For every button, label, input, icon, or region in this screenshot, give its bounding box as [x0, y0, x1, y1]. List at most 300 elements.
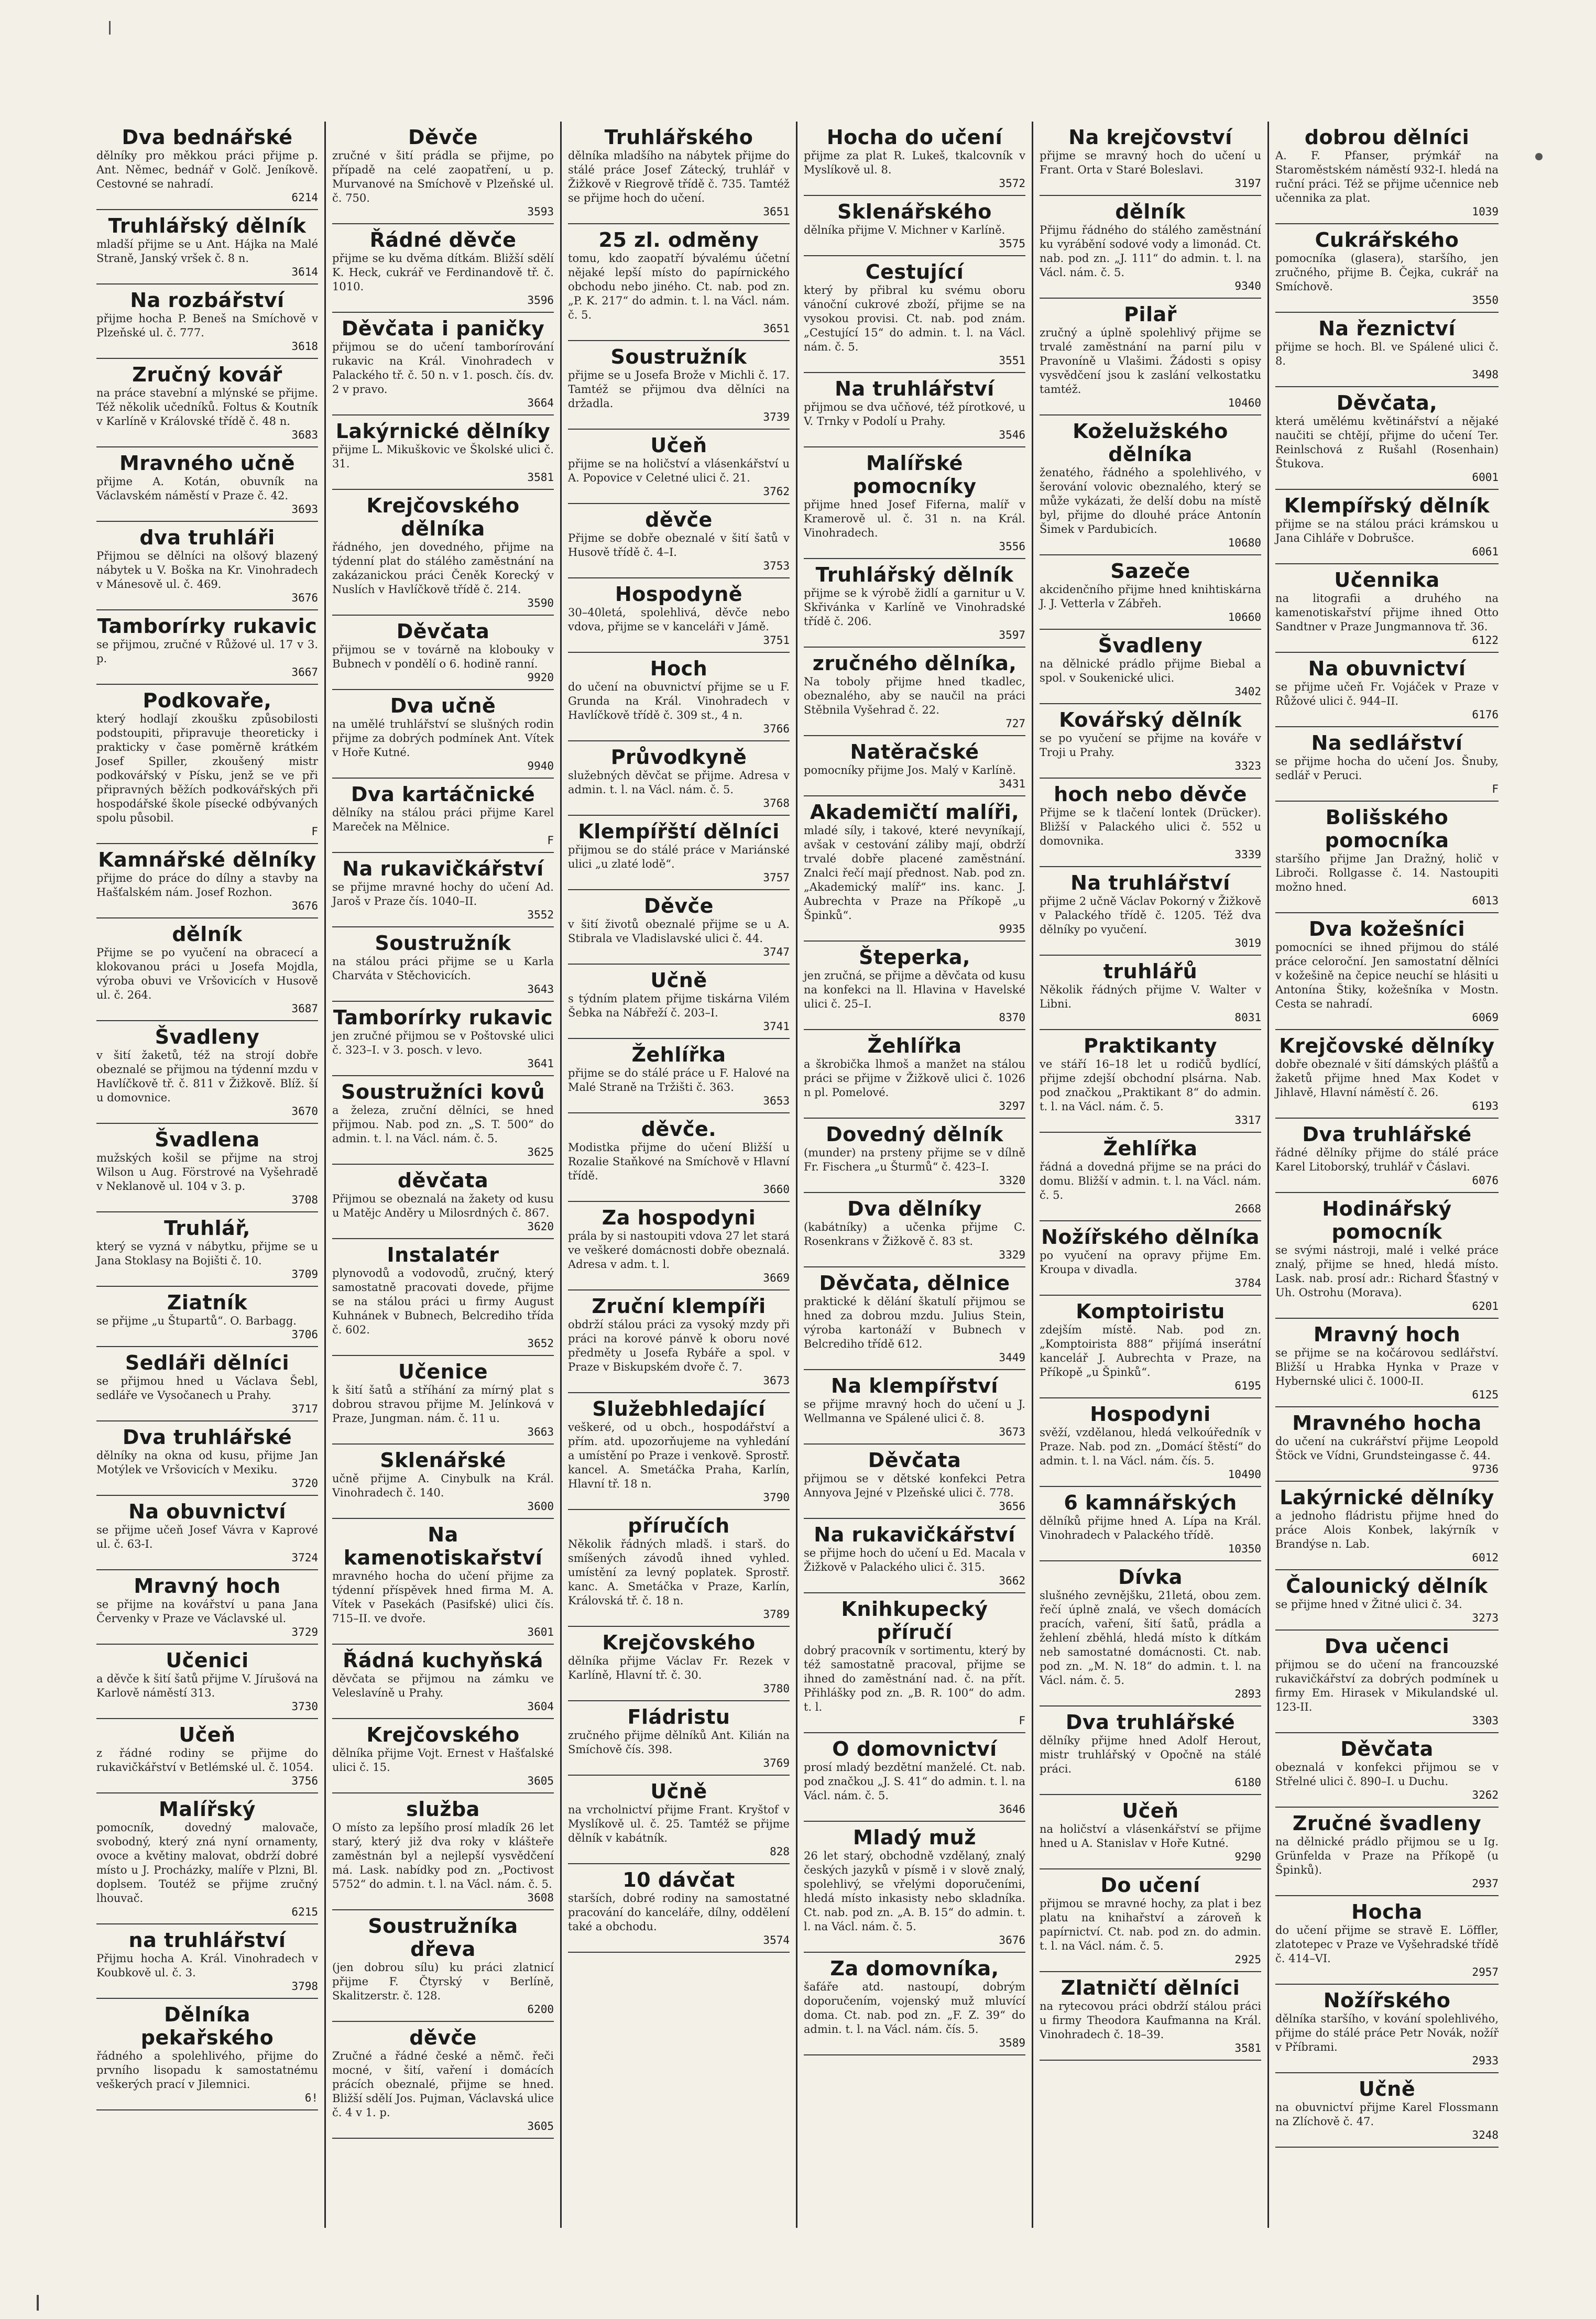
ad-text: se po vyučení se přijme na kováře v Troji u Prahy.	[1040, 732, 1261, 759]
ad-title: Zručný kovář	[132, 363, 282, 386]
classified-ad	[1275, 1808, 1499, 1896]
ad-number: 2925	[1234, 1953, 1261, 1966]
ad-title: Koželužského dělníka	[1073, 420, 1228, 466]
ad-number: 3676	[291, 592, 318, 604]
classified-ad	[332, 415, 554, 490]
classified-ad	[332, 122, 554, 224]
ad-text: Přijme se dobře obeznalé v šití šatů v Husově třídě č. 4–I.	[568, 532, 790, 559]
ad-title: Pilař	[1124, 303, 1177, 326]
classified-ad	[332, 1076, 554, 1165]
ad-title: Hodinářský pomocník	[1322, 1197, 1452, 1243]
classified-ad	[568, 741, 790, 816]
ad-text: po vyučení na opravy přijme Em. Kroupa v divadla.	[1040, 1249, 1261, 1276]
classified-ad	[568, 1701, 790, 1776]
ad-number: 6180	[1234, 1776, 1261, 1789]
classified-ad	[332, 616, 554, 690]
ad-number: 828	[770, 1845, 790, 1858]
classified-ad	[332, 224, 554, 313]
classified-ad	[332, 853, 554, 927]
ad-number: 3670	[291, 1105, 318, 1118]
ad-number: 3662	[999, 1574, 1025, 1587]
classified-ad	[568, 653, 790, 741]
classified-ad	[568, 1393, 790, 1510]
classified-ad	[332, 2022, 554, 2139]
ad-title: Krejčovské dělníky	[1279, 1034, 1495, 1057]
classified-ad	[568, 1864, 790, 1953]
ad-number: 3683	[291, 429, 318, 441]
ad-title: Na krejčovství	[1068, 126, 1232, 149]
column-1	[90, 122, 326, 2228]
ad-text: v šití žaketů, též na strojí dobře obeznalé se přijmou na týdenní mzdu v Havlíčkově tř. č. 811 v Žižkově. Blíž. ší u domovnice.	[96, 1049, 318, 1104]
ad-number: 3197	[1234, 177, 1261, 190]
classified-ad	[1040, 1972, 1261, 2061]
ad-title: dobrou dělníci	[1304, 126, 1470, 149]
classified-ad	[804, 1733, 1025, 1822]
ad-title: Za hospodyni	[602, 1206, 756, 1229]
classified-ad	[96, 1347, 318, 1421]
classified-ad	[804, 1193, 1025, 1267]
ad-number: 3605	[527, 1775, 554, 1787]
ad-number: 6201	[1472, 1300, 1499, 1312]
ad-text: řádné dělníky přijme do stálé práce Karel Litoborský, truhlář v Čáslavi.	[1275, 1146, 1499, 1173]
classified-ad	[804, 736, 1025, 796]
ad-title: Sazeče	[1110, 560, 1190, 583]
ad-number: 3651	[763, 205, 790, 218]
ad-number: 9340	[1234, 280, 1261, 292]
classified-ad	[96, 1924, 318, 1999]
classified-ad	[804, 1953, 1025, 2055]
ad-text: děvčata se přijmou na zámku ve Veleslavíně u Prahy.	[332, 1672, 554, 1699]
ad-text: O místo za lepšího prosí mladík 26 let starý, který již dva roky v klášteře zaměstnán byl a nejlepší vysvědčení má. Lask. nabídky pod zn. „Poctivost 5752“ do admin. t. l. na Václ. nám. č. 5.	[332, 1821, 554, 1890]
ad-number: 10460	[1228, 397, 1261, 409]
classified-ad	[804, 373, 1025, 447]
classified-ad	[1040, 956, 1261, 1030]
ad-title: Žehlířka	[631, 1043, 726, 1066]
ad-text: přijmou se do učení na francouzské rukavičkářství za dobrých podmínek u firmy Em. Hirasek v Mikulandské ul. 123-II.	[1275, 1658, 1499, 1713]
ad-title: Tamborírky rukavic	[97, 615, 318, 638]
ad-number: 3646	[999, 1803, 1025, 1815]
ad-text: zručné v šití prádla se přijme, po případě na celé zaopatření, u p. Murvanové na Smíchově v Plzeňské ul. č. 750.	[332, 149, 554, 204]
ad-title: truhlářů	[1103, 960, 1198, 983]
ad-number: 3676	[291, 900, 318, 912]
ad-number: 3660	[763, 1183, 790, 1196]
ad-title: Dva truhlářské	[122, 1426, 292, 1449]
ad-number: 2937	[1472, 1877, 1499, 1890]
ad-text: který hodlají zkoušku způsobilosti podstoupiti, připravuje theoreticky i prakticky v čase poměrně krátkém Josef Spiller, zkoušený mistr podkovářský v Písku, jenž se ve při připravných běžích podkovářských při hospodářské škole písecké odbývaných spolu působil.	[96, 713, 318, 824]
ad-text: na vrcholnictví přijme Frant. Kryštof v Myslíkově ul. č. 25. Tamtéž se přijme dělník v kabátník.	[568, 1803, 790, 1844]
ad-title: Sedláři dělníci	[125, 1351, 290, 1374]
ad-text: přijmou se dva učňové, též pírotkové, u V. Trnky v Podolí u Prahy.	[804, 401, 1025, 428]
ad-title: děvče	[409, 2026, 477, 2049]
ad-number: 6122	[1472, 634, 1499, 647]
ad-number: 3320	[999, 1174, 1025, 1187]
classified-ad	[1040, 1398, 1261, 1487]
classified-ad	[1275, 122, 1499, 224]
classified-ad	[96, 918, 318, 1021]
column-6	[1269, 122, 1505, 2228]
ad-number: 3762	[763, 485, 790, 498]
classified-ad	[804, 1445, 1025, 1519]
ad-title: Učně	[1358, 2077, 1416, 2101]
ad-title: Učně	[650, 969, 707, 992]
ad-title: Hocha do učení	[826, 126, 1003, 149]
ad-text: do učení na cukrářství přijme Leopold Štöck ve Vídni, Grundsteingasse č. 44.	[1275, 1435, 1499, 1462]
ad-number: 6200	[527, 2003, 554, 2016]
ad-number: 3652	[527, 1337, 554, 1350]
ad-text: na umělé truhlářství se slušných rodin přijme za dobrých podmínek Ant. Vítek v Hoře Kutné.	[332, 718, 554, 759]
ad-number: 3676	[999, 1934, 1025, 1946]
ad-number: 3798	[291, 1980, 318, 1993]
classified-ad	[1040, 415, 1261, 555]
ad-number: 9290	[1234, 1851, 1261, 1863]
ad-text: prála by si nastoupiti vdova 27 let stará ve veškeré domácnosti dobře obeznalá. Adresa v adm. t. l.	[568, 1230, 790, 1271]
ad-text: a jednoho fládristu přijme hned do práce Alois Konbek, lakýrník v Brandýse n. Lab.	[1275, 1509, 1499, 1550]
column-5	[1033, 122, 1269, 2228]
classified-ad	[1040, 867, 1261, 956]
classified-ad	[332, 1356, 554, 1445]
classified-ad	[96, 447, 318, 522]
ad-number: 6076	[1472, 1174, 1499, 1187]
ad-text: (kabátníky) a učenka přijme C. Rosenkrans v Žižkově č. 83 st.	[804, 1221, 1025, 1248]
ad-number: 3724	[291, 1551, 318, 1564]
ad-title: Na rukavičkářství	[342, 857, 544, 880]
classified-ad	[568, 122, 790, 224]
ad-number: 3751	[763, 634, 790, 647]
ad-number: 3593	[527, 205, 554, 218]
ad-number: 3673	[763, 1374, 790, 1387]
ad-text: se svými nástroji, malé i velké práce znalý, přijme se hned, hledá místo. Lask. nab. prosí adr.: Richard Šťastný v Uh. Ostrohu (Morava).	[1275, 1244, 1499, 1299]
classified-ad	[332, 1239, 554, 1356]
ad-title: dělník	[1115, 200, 1186, 223]
ad-text: přijmou se v továrně na klobouky v Bubnech v pondělí o 6. hodině ranní.	[332, 643, 554, 670]
ad-text: dělníky pro měkkou práci přijme p. Ant. Němec, bednář v Golč. Jeníkově. Cestovné se nahradí.	[96, 149, 318, 190]
ad-text: slušného zevnějšku, 21letá, obou zem. řečí úplně znalá, ve všech domácích pracích, vaření, šití šatů, prádla a žehlení zběhlá, hledá místo k dítkám neb samostatné domácnosti. Ct. nab. pod zn. „M. N. 18“ do admin. t. l. na Václ. nám. č. 5.	[1040, 1589, 1261, 1687]
ad-title: Řádné děvče	[369, 228, 517, 251]
ad-title: Zruční klempíři	[592, 1295, 766, 1318]
ad-number: 3663	[527, 1426, 554, 1438]
ad-number: 3643	[527, 983, 554, 996]
classified-ad	[96, 1496, 318, 1570]
ad-text: na dělnické prádlo přijme Biebal a spol. v Soukenické ulici.	[1040, 658, 1261, 684]
ad-text: 30–40letá, spolehlivá, děvče nebo vdova, přijme se v kanceláři v Jámě.	[568, 606, 790, 633]
ad-title: Dovedný dělník	[826, 1123, 1003, 1146]
ad-title: 25 zl. odměny	[598, 228, 759, 251]
ad-title: Děvčata	[1340, 1737, 1434, 1760]
ad-title: Učeň	[179, 1723, 236, 1746]
ad-title: Za domovníka,	[830, 1957, 999, 1980]
ad-number: 3757	[763, 871, 790, 884]
ad-title: Služebhledající	[592, 1397, 766, 1420]
ad-number: 3709	[291, 1268, 318, 1281]
classified-ad	[1040, 779, 1261, 867]
ad-title: Akademičtí malíři,	[810, 801, 1020, 824]
ad-title: Na obuvnictví	[128, 1500, 286, 1523]
ad-text: řádná a dovedná přijme se na práci do domu. Bližší v admin. t. l. na Václ. nám. č. 5.	[1040, 1161, 1261, 1201]
ad-text: a děvče k šití šatů přijme V. Jírušová na Karlově náměstí 313.	[96, 1672, 318, 1699]
classified-ad	[96, 1793, 318, 1924]
ad-text: Přijmu hocha A. Král. Vinohradech v Koubkově ul. č. 3.	[96, 1952, 318, 1979]
classified-ad	[96, 844, 318, 918]
classified-ad	[96, 1570, 318, 1645]
ad-text: na obuvnictví přijme Karel Flossmann na Zlíchově č. 47.	[1275, 2101, 1499, 2128]
ad-text: přijme se mravný hoch do učení u Frant. Orta v Staré Boleslavi.	[1040, 149, 1261, 176]
ad-number: 3739	[763, 411, 790, 423]
column-3	[562, 122, 797, 2228]
classified-ad	[1040, 1296, 1261, 1398]
classified-ad	[1275, 913, 1499, 1030]
classified-ad	[568, 1113, 790, 1202]
ad-number: 3620	[527, 1220, 554, 1233]
ad-title: Cukrářského	[1315, 228, 1459, 251]
ad-number: 3323	[1234, 760, 1261, 772]
ad-title: Švadleny	[1098, 634, 1203, 657]
ad-title: Lakýrnické dělníky	[1280, 1486, 1494, 1509]
ad-number: 9736	[1472, 1463, 1499, 1475]
ad-title: Hocha	[1351, 1900, 1423, 1923]
ad-text: ženatého, řádného a spolehlivého, v šerování volovic obeznalého, který se může vykázati, že delší dobu na místě byl, přijme do dlouhé práce Antonín Šimek v Pardubicích.	[1040, 466, 1261, 535]
classified-ad	[568, 1039, 790, 1113]
classified-ad	[96, 1421, 318, 1496]
ad-title: dva truhláři	[139, 526, 275, 549]
ad-number: 3581	[1234, 2042, 1261, 2054]
ad-number: 3556	[999, 540, 1025, 553]
ad-number: 3720	[291, 1477, 318, 1490]
classified-ad	[1275, 313, 1499, 387]
ad-number: 3618	[291, 340, 318, 353]
ad-text: se přijme mravný hoch do učení u J. Wellmanna ve Spálené ulici č. 8.	[804, 1398, 1025, 1425]
ad-text: Několik řádných mladš. i starš. do smíšených závodů ihned vyhled. umístění za levný poplatek. Sprostř. kanc. A. Smetáčka v Praze, Karlín, Královská tř. č. 18 n.	[568, 1538, 790, 1607]
ad-title: děvčata	[397, 1169, 489, 1192]
ad-title: Na kamenotiskařství	[343, 1523, 543, 1569]
classified-ad	[804, 1822, 1025, 1953]
ad-text: přijme 2 učně Václav Pokorný v Žižkově v Palackého třídě č. 1205. Též dva dělníky po vyučení.	[1040, 895, 1261, 936]
ad-text: přijme se na holičství a vlásenkářství u A. Popovice v Celetné ulici č. 21.	[568, 457, 790, 484]
ad-number: 3551	[999, 354, 1025, 367]
ad-number: 3687	[291, 1002, 318, 1015]
ad-number: 3597	[999, 629, 1025, 641]
classified-ad	[568, 341, 790, 430]
ad-number: 3297	[999, 1100, 1025, 1112]
classified-ad	[804, 559, 1025, 648]
ad-number: 1039	[1472, 205, 1499, 218]
classified-ad	[1040, 122, 1261, 196]
ad-text: dělníka přijme Václav Fr. Rezek v Karlíně, Hlavní tř. č. 30.	[568, 1655, 790, 1681]
ad-text: se přijme učeň Josef Vávra v Kaprové ul. č. 63-I.	[96, 1524, 318, 1550]
ad-number: 3574	[763, 1934, 790, 1946]
ad-number: F	[1492, 783, 1499, 795]
ad-title: Hoch	[650, 657, 708, 680]
ad-title: Instalatér	[387, 1243, 499, 1266]
classified-ad	[96, 1645, 318, 1719]
ad-title: Komptoiristu	[1076, 1300, 1225, 1323]
classified-ad	[568, 1510, 790, 1627]
ad-number: 3601	[527, 1626, 554, 1638]
classified-ad	[332, 1793, 554, 1910]
ad-text: přijmou se do učení tamborírování rukavic na Král. Vinohradech v Palackého tř. č. 50 n. v 1. posch. čís. dv. 2 v pravo.	[332, 341, 554, 396]
classified-ad	[332, 1519, 554, 1645]
ad-title: Na rukavičkářství	[814, 1523, 1015, 1546]
ad-title: Na obuvnictví	[1308, 657, 1466, 680]
ad-title: Švadleny	[155, 1025, 260, 1048]
classified-ad	[1275, 224, 1499, 313]
ad-title: Dva učenci	[1324, 1635, 1450, 1658]
ad-text: dělníka přijme V. Michner v Karlíně.	[804, 224, 1005, 236]
classified-ad	[1040, 1221, 1261, 1296]
classified-ad	[1275, 653, 1499, 727]
ad-title: Dívka	[1118, 1566, 1183, 1589]
ad-title: Krejčovského	[602, 1631, 756, 1654]
ad-title: Dělníka pekařského	[140, 2003, 274, 2049]
classified-ad	[96, 1124, 318, 1212]
ad-text: Přijmu řádného do stálého zaměstnání ku vyrábění sodové vody a limonád. Ct. nab. pod zn. „J. 111“ do admin. t. l. na Václ. nám. č. 5.	[1040, 224, 1261, 279]
ad-number: 6215	[291, 1906, 318, 1918]
ad-title: Žehlířka	[867, 1034, 962, 1057]
ad-number: 6061	[1472, 545, 1499, 558]
ad-number: 727	[1005, 717, 1025, 730]
ad-number: 6125	[1472, 1388, 1499, 1401]
ad-text: tomu, kdo zaopatří bývalému účetní nějaké lepší místo do papírnického obchodu nebo jiného. Ct. nab. pod zn. „P. K. 217“ do admin. t. l. na Václ. nám. č. 5.	[568, 252, 790, 321]
ad-title: Průvodkyně	[610, 746, 747, 769]
ad-number: 3431	[999, 778, 1025, 790]
ad-title: Dva kartáčnické	[351, 783, 535, 806]
ad-title: Dva bednářské	[122, 126, 293, 149]
classified-ad	[804, 648, 1025, 736]
ad-title: Nožířského	[1323, 1989, 1451, 2012]
ad-title: Na truhlářství	[1070, 871, 1230, 894]
ad-number: 3789	[763, 1608, 790, 1621]
ad-number: 3664	[527, 397, 554, 409]
ad-text: veškeré, od u obch., hospodářství a přím. atd. upozorňujeme na vyhledání a umístění po Praze i venkově. Sprostř. kancel. A. Smetáčka Praha, Karlín, Hlavní tř. 18 n.	[568, 1421, 790, 1490]
classified-ad	[1275, 1319, 1499, 1407]
ad-text: se přijme mravné hochy do učení Ad. Jaroš v Praze čís. 1040–II.	[332, 881, 554, 907]
ad-text: Zručné a řádné české a němč. řeči mocné, v šití, vaření i domácích prácích obeznalé, přijme se hned. Bližší sdělí Jos. Pujman, Václavská ulice č. 4 v 1. p.	[332, 2050, 554, 2119]
ad-number: 3653	[763, 1095, 790, 1107]
classified-ad	[568, 1202, 790, 1290]
ad-title: Malířské pomocníky	[852, 452, 977, 498]
classified-ad	[568, 224, 790, 341]
ad-text: se přijme „u Štupartů“. O. Barbagg.	[96, 1315, 297, 1327]
ad-title: Krejčovského	[366, 1723, 520, 1746]
classified-ad	[804, 1593, 1025, 1733]
ad-text: k šití šatů a stříhání za mírný plat s dobrou stravou přijme M. Jelínková v Praze, Jungman. nám. č. 11 u.	[332, 1384, 554, 1425]
classified-ad	[1275, 387, 1499, 490]
ad-text: se přijmou hned u Václava Šebl, sedláře ve Vysočanech u Prahy.	[96, 1375, 318, 1402]
ad-number: 3303	[1472, 1714, 1499, 1727]
classified-ad	[804, 447, 1025, 559]
ad-text: a železa, zruční dělníci, se hned přijmou. Nab. pod zn. „S. T. 500“ do admin. t. l. na Václ. nám. č. 5.	[332, 1104, 554, 1145]
classified-ad	[96, 1999, 318, 2110]
ad-text: Přijmou se dělníci na olšový blazený nábytek u V. Boška na Kr. Vinohradech v Mánesově ul. č. 469.	[96, 550, 318, 590]
classified-ad	[1275, 1030, 1499, 1119]
ad-title: Švadlena	[155, 1128, 260, 1151]
ad-number: 3498	[1472, 368, 1499, 381]
ad-text: starších, dobré rodiny na samostatné pracování do kanceláře, dílny, oddělení také a obchodu.	[568, 1892, 790, 1933]
ad-text: staršího přijme Jan Dražný, holič v Libroči. Rollgasse č. 14. Nastoupiti možno hned.	[1275, 852, 1499, 893]
ad-text: přijme se u Josefa Brože v Michli č. 17. Tamtéž se přijmou dva dělníci na držadla.	[568, 369, 790, 410]
ad-number: 8370	[999, 1011, 1025, 1024]
ad-title: 6 kamnářských	[1064, 1491, 1237, 1514]
ad-text: na litografii a druhého na kamenotiskařství přijme ihned Otto Sandtner v Praze Jungmannova tř. 36.	[1275, 592, 1499, 633]
ad-number: 3552	[527, 909, 554, 921]
column-4	[797, 122, 1033, 2228]
classified-ad	[332, 927, 554, 1002]
classified-ad	[1040, 1030, 1261, 1133]
classified-ad	[332, 690, 554, 779]
ad-text: přijme za plat R. Lukeš, tkalcovník v Myslíkově ul. 8.	[804, 149, 1025, 176]
ad-number: 3651	[763, 322, 790, 335]
ad-text: (munder) na prsteny přijme se v dílně Fr. Fischera „u Šturmů“ č. 423–I.	[804, 1146, 1025, 1173]
classified-ad	[1040, 299, 1261, 415]
ad-text: dělníky na okna od kusu, přijme Jan Motýlek ve Vršovicích v Mexiku.	[96, 1449, 318, 1476]
ad-title: Soustružníci kovů	[341, 1080, 545, 1103]
ad-text: který by přibral ku svému oboru vánoční cukrové zboží, přijme se na vysokou provisi. Ct. nab. pod znám. „Cestující 15“ do admin. t. l. na Václ. nám. č. 5.	[804, 284, 1025, 353]
ad-text: na práce stavební a mlýnské se přijme. Též několik učedníků. Foltus & Koutník v Karlíně v Královské třídě č. 48 n.	[96, 387, 318, 428]
classified-ad	[96, 1719, 318, 1793]
classified-ad	[1040, 1707, 1261, 1795]
ad-number: 3402	[1234, 685, 1261, 698]
ad-title: Učenice	[398, 1360, 488, 1383]
ad-text: přijmou se v dětské konfekci Petra Annyova Jejné v Plzeňské ulici č. 778.	[804, 1472, 1025, 1499]
ad-title: Kamnářské dělníky	[98, 848, 316, 871]
ad-number: 10660	[1228, 611, 1261, 623]
ad-title: Zlatničtí dělníci	[1061, 1976, 1240, 1999]
ad-title: Učně	[650, 1780, 707, 1803]
ad-text: dělníky na stálou práci přijme Karel Mareček na Mělnice.	[332, 806, 554, 833]
ad-text: se přijme hocha do učení Jos. Šnuby, sedlář v Peruci.	[1275, 755, 1499, 782]
classified-ad	[1275, 1407, 1499, 1482]
ad-title: Učennika	[1334, 568, 1440, 592]
ad-text: která umělému květinářství a nějaké naučiti se chtějí, přijme do učení Ter. Reinlschová z Rušahl (Rosenhain) Štukova.	[1275, 415, 1499, 470]
ad-number: 3605	[527, 2120, 554, 2132]
classified-ad	[1275, 727, 1499, 802]
ad-text: v šití životů obeznalé přijme se u A. Stibrala ve Vladislavské ulici č. 44.	[568, 918, 790, 945]
ad-number: 3608	[527, 1891, 554, 1904]
ad-text: Na toboly přijme hned tkadlec, obeznalého, aby se naučil na práci Stěbnila Vyšehrad č. 22.	[804, 675, 1025, 716]
ad-text: dobře obeznalé v šití dámských plášťů a žaketů přijme hned Max Kodet v Jihlavě, Hlavní náměstí č. 26.	[1275, 1058, 1499, 1099]
ad-text: na holičství a vlásenkářství se přijme hned u A. Stanislav v Hoře Kutné.	[1040, 1823, 1261, 1850]
ad-number: 3589	[999, 2037, 1025, 2049]
ad-title: Malířský	[159, 1798, 256, 1821]
classified-ad	[96, 610, 318, 685]
ad-title: zručného dělníka,	[812, 652, 1017, 675]
ad-title: hoch nebo děvče	[1054, 783, 1247, 806]
ad-text: přijme hned Josef Fiferna, malíř v Kramerově ul. č. 31 n. na Král. Vinohradech.	[804, 498, 1025, 539]
classified-ad	[96, 359, 318, 447]
ad-title: Nožířského dělníka	[1041, 1226, 1260, 1249]
classified-ad	[96, 122, 318, 210]
ad-text: zručný a úplně spolehlivý přijme se trvalé zaměstnání na parní pilu v Pravoníně u Vlašimi. Žádosti s opisy vysvědčení jsou k zaslání velkostatku tamtéž.	[1040, 326, 1261, 396]
classified-ad	[804, 256, 1025, 373]
classified-ad	[568, 578, 790, 653]
column-2	[326, 122, 562, 2228]
ad-text: ve stáří 16–18 let u rodičů bydlící, přijme zdejší obchodní plsárna. Nab. pod značkou „Praktikant 8“ do admin. t. l. na Václ. nám. č. 5.	[1040, 1058, 1261, 1113]
ad-title: Lakýrnické dělníky	[335, 420, 551, 443]
ad-title: Děvčata i paničky	[341, 317, 545, 340]
ad-number: 6001	[1472, 471, 1499, 484]
ad-text: přijmou se mravné hochy, za plat i bez platu na knihařství a zároveň k papírnictví. Ct. nab. pod zn. do admin. t. l. na Václ. nám. č. 5.	[1040, 1897, 1261, 1952]
ad-title: Zručné švadleny	[1292, 1812, 1482, 1835]
ad-number: 3262	[1472, 1789, 1499, 1801]
ad-title: Hospodyně	[615, 583, 743, 606]
classified-ad	[1275, 1631, 1499, 1733]
ad-title: Natěračské	[850, 740, 979, 763]
ad-text: a škrobička lhmoš a manžet na stálou práci se přijme v Žižkově ulici č. 1026 n pl. Pomelové.	[804, 1058, 1025, 1099]
ad-text: učně přijme A. Cinybulk na Král. Vinohradech č. 140.	[332, 1472, 554, 1499]
scan-mark	[109, 21, 111, 35]
ad-number: F	[311, 825, 318, 838]
classified-ad	[568, 965, 790, 1039]
classified-ad	[1040, 1487, 1261, 1561]
